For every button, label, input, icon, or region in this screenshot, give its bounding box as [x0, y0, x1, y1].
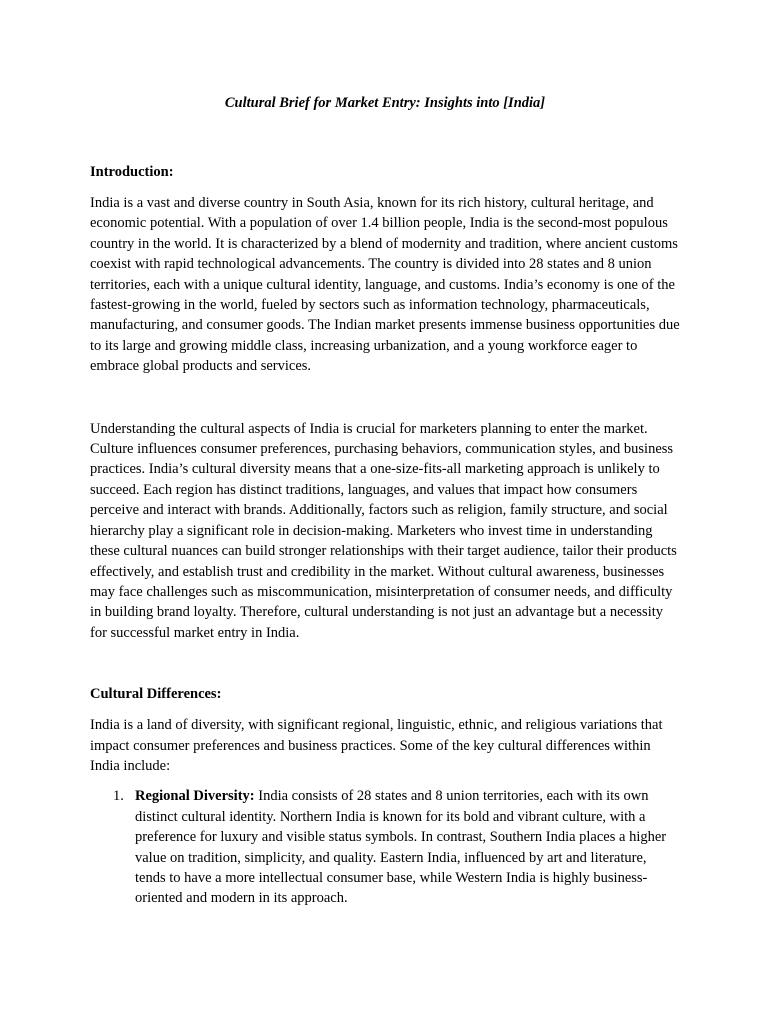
cultural-differences-list — [90, 786, 680, 908]
intro-paragraph-1: India is a vast and diverse country in South Asia, known for its rich history, cultural heritage, and economic potential. With a population of over 1.4 billion people, India is the second-most populous country in the world. It is characterized by a blend of modernity and tradition, where ancient customs coexist with rapid technological advancements. The country is divided into 28 states and 8 union territories, each with a unique cultural identity, language, and customs. India’s economy is one of the fastest-growing in the world, fueled by sectors such as information technology, pharmaceuticals, manufacturing, and consumer goods. The Indian market presents immense business opportunities due to its large and growing middle class, increasing urbanization, and a young workforce eager to embrace global products and services. — [90, 195, 680, 375]
intro-paragraph-2: Understanding the cultural aspects of India is crucial for marketers planning to enter the market. Culture influences consumer preferences, purchasing behaviors, communication styles, and business practices. India’s cultural diversity means that a one-size-fits-all marketing approach is unlikely to succeed. Each region has distinct traditions, languages, and values that impact how consumers perceive and interact with brands. Additionally, factors such as religion, family structure, and social hierarchy play a significant role in decision-making. Marketers who invest time in understanding these cultural nuances can build stronger relationships with their target audience, tailor their products effectively, and establish trust and credibility in the market. Without cultural awareness, businesses may face challenges such as miscommunication, misinterpretation of consumer needs, and difficulty in building brand loyalty. Therefore, cultural understanding is not just an advantage but a necessity for successful market entry in India. — [90, 420, 677, 641]
document-page — [90, 93, 680, 909]
list-item-label: Regional Diversity: — [135, 788, 255, 805]
list-item — [90, 786, 680, 908]
document-title: Cultural Brief for Market Entry: Insights into [India] — [224, 95, 546, 111]
section-heading-cultural-differences: Cultural Differences: — [90, 686, 222, 703]
section-heading-introduction: Introduction: — [90, 164, 174, 180]
cultural-differences-paragraph: India is a land of diversity, with significant regional, linguistic, ethnic, and religious variations that impact consumer preferences and business practices. Some of the key cultural differences within India include: — [90, 717, 663, 774]
list-item-text: India consists of 28 states and 8 union territories, each with its own distinct cultural identity. Northern India is known for its bold and vibrant culture, with a preference for luxury and visible status symbols. In contrast, Southern India places a higher value on tradition, simplicity, and quality. Eastern India, influenced by art and literature, tends to have a more intellectual consumer base, while Western India is highly business-oriented and modern in its approach. — [135, 788, 667, 907]
list-item-number: 1. — [113, 788, 124, 805]
